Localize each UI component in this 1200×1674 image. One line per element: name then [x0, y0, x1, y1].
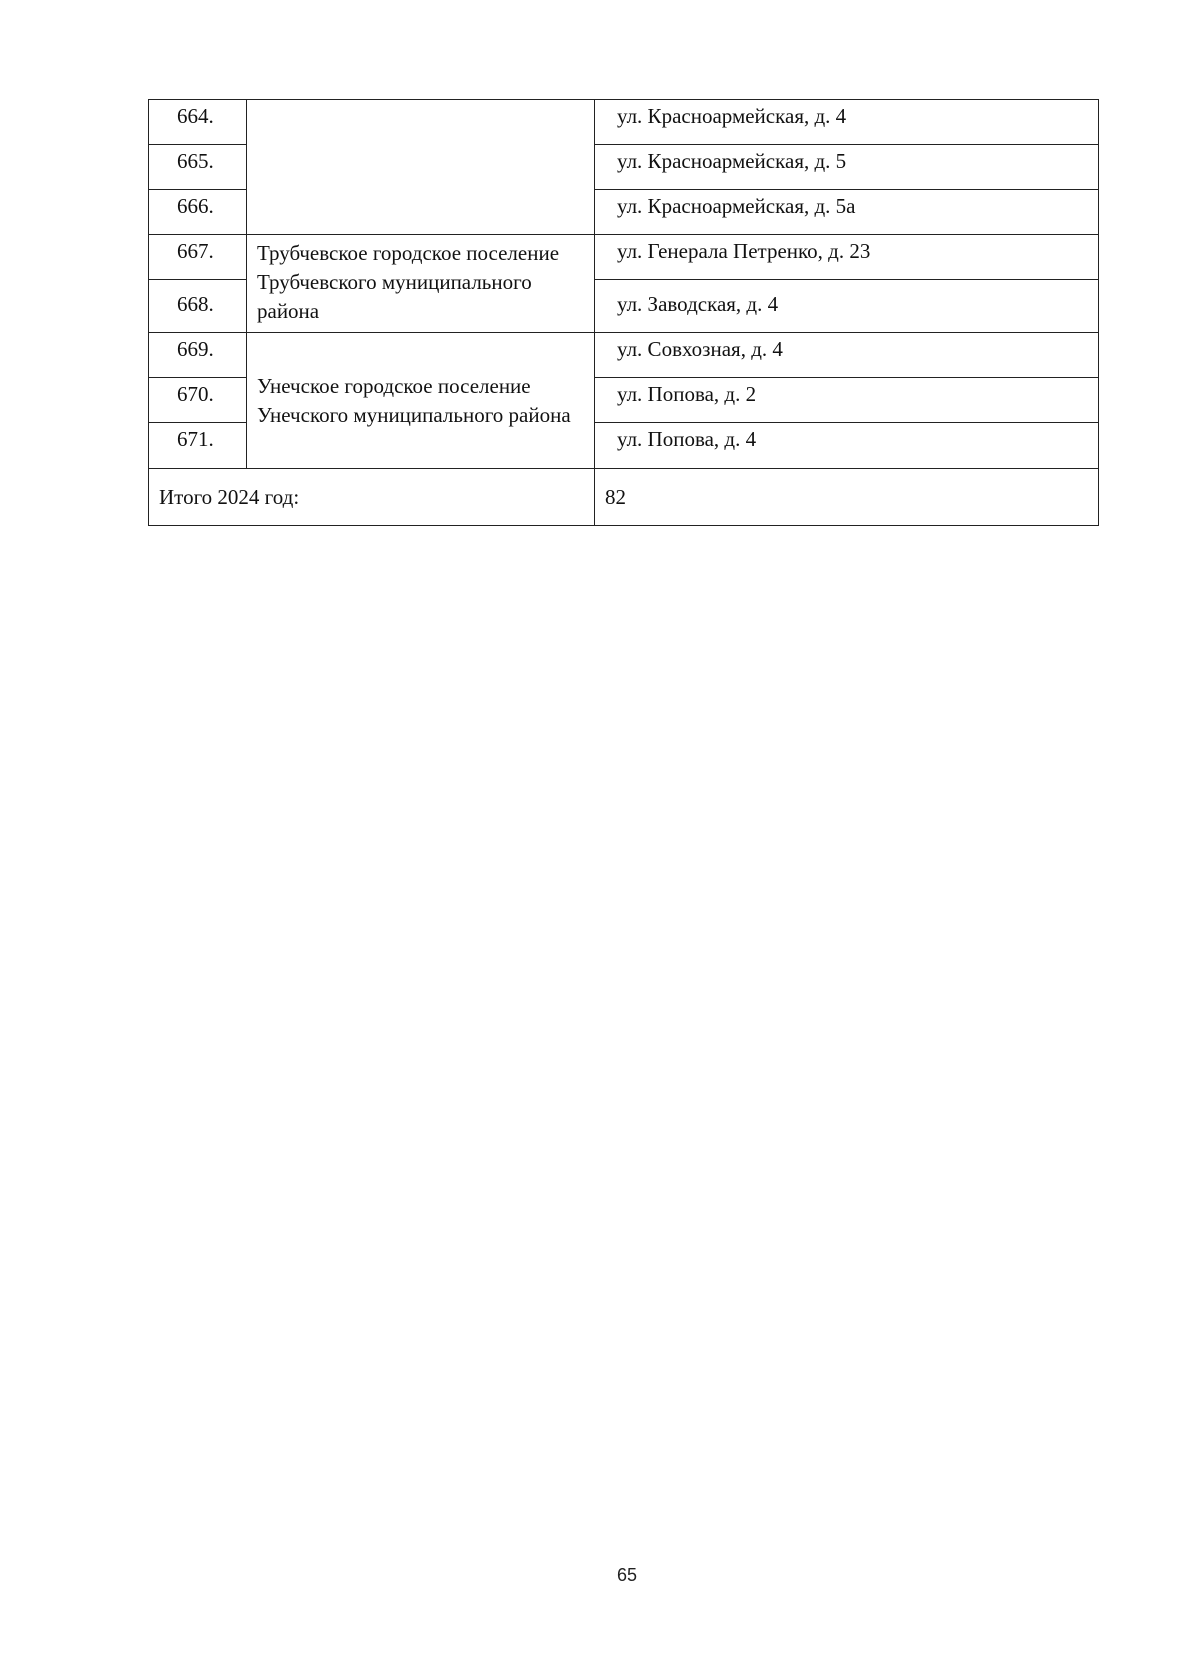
address-cell: ул. Попова, д. 2	[595, 378, 1099, 423]
table-row	[149, 333, 1099, 378]
table-row	[149, 100, 1099, 145]
municipality-cell-continued	[247, 100, 595, 235]
row-number: 671.	[149, 423, 247, 469]
municipality-cell: Унечское городское поселение Унечского муниципального района	[247, 333, 595, 469]
row-number: 670.	[149, 378, 247, 423]
address-cell: ул. Заводская, д. 4	[595, 280, 1099, 333]
table-row	[149, 235, 1099, 280]
address-cell: ул. Генерала Петренко, д. 23	[595, 235, 1099, 280]
total-row	[149, 469, 1099, 526]
row-number: 668.	[149, 280, 247, 333]
total-value: 82	[595, 469, 1099, 526]
address-cell: ул. Красноармейская, д. 4	[595, 100, 1099, 145]
total-label: Итого 2024 год:	[149, 469, 595, 526]
address-cell: ул. Красноармейская, д. 5а	[595, 190, 1099, 235]
municipality-cell: Трубчевское городское поселение Трубчевского муниципального района	[247, 235, 595, 333]
address-cell: ул. Красноармейская, д. 5	[595, 145, 1099, 190]
row-number: 664.	[149, 100, 247, 145]
row-number: 666.	[149, 190, 247, 235]
address-table	[148, 99, 1099, 526]
address-cell: ул. Попова, д. 4	[595, 423, 1099, 469]
row-number: 669.	[149, 333, 247, 378]
row-number: 667.	[149, 235, 247, 280]
page-number: 65	[616, 1565, 638, 1585]
row-number: 665.	[149, 145, 247, 190]
address-cell: ул. Совхозная, д. 4	[595, 333, 1099, 378]
